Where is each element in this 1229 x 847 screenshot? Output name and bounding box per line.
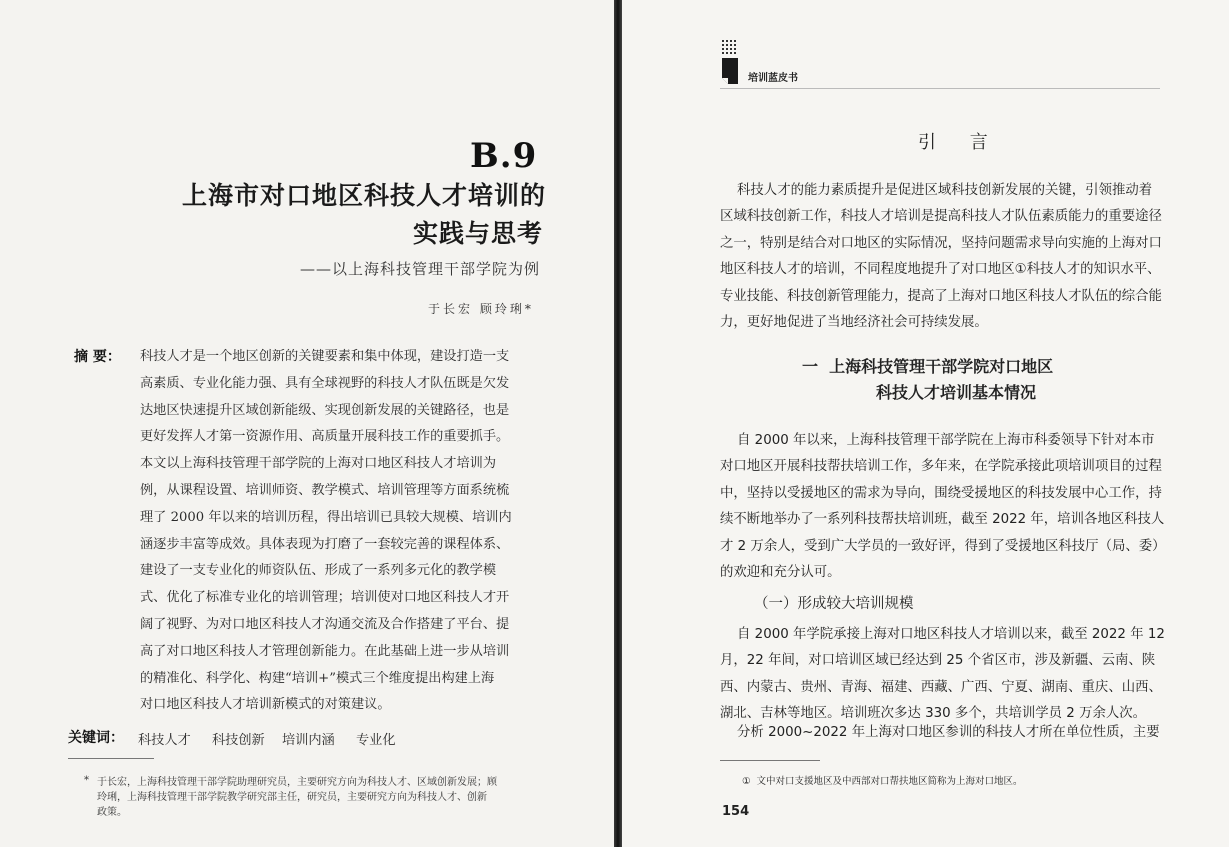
keyword: 科技创新	[212, 733, 265, 748]
body-line: 科技人才的能力素质提升是促进区域科技创新发展的关键，引领推动着	[720, 183, 1153, 198]
page-number: 154	[722, 804, 750, 819]
authors: 于长宏 顾玲琍*	[428, 302, 534, 316]
abstract-label: 摘 要：	[74, 349, 121, 365]
abstract-line: 对口地区科技人才培训新模式的对策建议。	[140, 697, 391, 713]
chapter-number: B.9	[470, 136, 538, 176]
body-line: 区域科技创新工作，科技人才培训是提高科技人才队伍素质能力的重要途径	[720, 209, 1162, 225]
intro-paragraph	[720, 178, 1162, 336]
body-line: 专业技能、科技创新管理能力，提高了上海对口地区科技人才队伍的综合能	[720, 288, 1162, 304]
subsection-paragraph	[720, 622, 1165, 728]
keyword: 培训内涵	[282, 733, 335, 748]
abstract-line: 科技人才是一个地区创新的关键要素和集中体现，建设打造一支	[140, 349, 510, 364]
article-title-line2: 实践与思考	[413, 219, 544, 248]
running-header: 培训蓝皮书	[748, 73, 798, 84]
body-line: 湖北、吉林等地区。培训班次多达 330 多个，共培训学员 2 万余人次。	[720, 706, 1147, 722]
abstract-line: 本文以上海科技管理干部学院的上海对口地区科技人才培训为	[140, 456, 497, 472]
author-footnote	[97, 775, 497, 820]
body-line: 的欢迎和充分认可。	[720, 564, 841, 580]
abstract-text	[140, 344, 512, 719]
footnote-line: 玲琍，上海科技管理干部学院教学研究部主任，研究员，主要研究方向为科技人才、创新	[97, 792, 487, 803]
abstract-line: 式、优化了标准专业化的培训管理；培训使对口地区科技人才开	[140, 590, 510, 606]
body-line: 分析 2000~2022 年上海对口地区参训的科技人才所在单位性质，主要	[720, 725, 1160, 740]
body-line: 力，更好地促进了当地经济社会可持续发展。	[720, 314, 988, 330]
left-page	[0, 0, 614, 847]
section-paragraph	[720, 428, 1166, 586]
abstract-line: 的精准化、科学化、构建“培训+”模式三个维度提出构建上海	[140, 670, 495, 686]
footnote-marker: *	[84, 775, 89, 786]
abstract-line: 例，从课程设置、培训师资、教学模式、培训管理等方面系统梳	[140, 482, 510, 498]
subsection-title: （一）形成较大培训规模	[754, 596, 914, 612]
abstract-line: 理了 2000 年以来的培训历程，得出培训已具较大规模、培训内	[140, 509, 512, 525]
header-rule	[720, 88, 1160, 89]
abstract-line: 阔了视野、为对口地区科技人才沟通交流及合作搭建了平台、提	[140, 616, 510, 632]
body-line: 中，坚持以受援地区的需求为导向，围绕受援地区的科技发展中心工作，持	[720, 485, 1162, 501]
abstract-line: 涵逐步丰富等成效。具体表现为打磨了一套较完善的课程体系、	[140, 536, 510, 552]
keyword: 科技人才	[138, 733, 191, 748]
abstract-line: 高了对口地区科技人才管理创新能力。在此基础上进一步从培训	[140, 643, 510, 659]
body-line: 续不断地举办了一系列科技帮扶培训班，截至 2022 年，培训各地区科技人	[720, 512, 1165, 528]
article-title-line1: 上海市对口地区科技人才培训的	[182, 181, 547, 210]
section-title-line1: 一 上海科技管理干部学院对口地区	[802, 357, 1054, 376]
footnote-divider	[720, 760, 820, 761]
abstract-line: 达地区快速提升区域创新能级、实现创新发展的关键路径，也是	[140, 402, 510, 418]
body-line: 月，22 年间，对口培训区域已经达到 25 个省区市，涉及新疆、云南、陕	[720, 653, 1156, 669]
keywords-label: 关键词：	[68, 730, 124, 746]
abstract-line: 建设了一支专业化的师资队伍、形成了一系列多元化的教学模	[140, 563, 497, 579]
abstract-line: 高素质、专业化能力强、具有全球视野的科技人才队伍既是欠发	[140, 375, 510, 391]
section-title-line2: 科技人才培训基本情况	[876, 383, 1037, 402]
body-line: 之一，特别是结合对口地区的实际情况，坚持问题需求导向实施的上海对口	[720, 235, 1162, 251]
footnote: ① 文中对口支援地区及中西部对口帮扶地区简称为上海对口地区。	[742, 776, 1023, 787]
body-line: 地区科技人才的培训，不同程度地提升了对口地区①科技人才的知识水平、	[720, 262, 1161, 278]
book-logo-icon	[720, 38, 742, 86]
intro-heading: 引 言	[918, 132, 1002, 153]
footnote-line: 政策。	[97, 807, 127, 818]
abstract-line: 更好发挥人才第一资源作用、高质量开展科技工作的重要抓手。	[140, 429, 510, 445]
right-page	[622, 0, 1229, 847]
body-line: 才 2 万余人，受到广大学员的一致好评，得到了受援地区科技厅（局、委）	[720, 538, 1166, 554]
body-line: 自 2000 年学院承接上海对口地区科技人才培训以来，截至 2022 年 12	[720, 627, 1165, 642]
footnote-line: 于长宏，上海科技管理干部学院助理研究员，主要研究方向为科技人才、区域创新发展；顾	[97, 777, 497, 788]
footnote-divider	[68, 758, 154, 759]
keyword: 专业化	[356, 733, 396, 748]
book-gutter	[614, 0, 622, 847]
body-line: 自 2000 年以来，上海科技管理干部学院在上海市科委领导下针对本市	[720, 433, 1155, 448]
article-subtitle: ——以上海科技管理干部学院为例	[300, 260, 541, 278]
continuing-paragraph	[720, 720, 1160, 746]
body-line: 对口地区开展科技帮扶培训工作，多年来，在学院承接此项培训项目的过程	[720, 459, 1162, 475]
body-line: 西、内蒙古、贵州、青海、福建、西藏、广西、宁夏、湖南、重庆、山西、	[720, 679, 1162, 695]
